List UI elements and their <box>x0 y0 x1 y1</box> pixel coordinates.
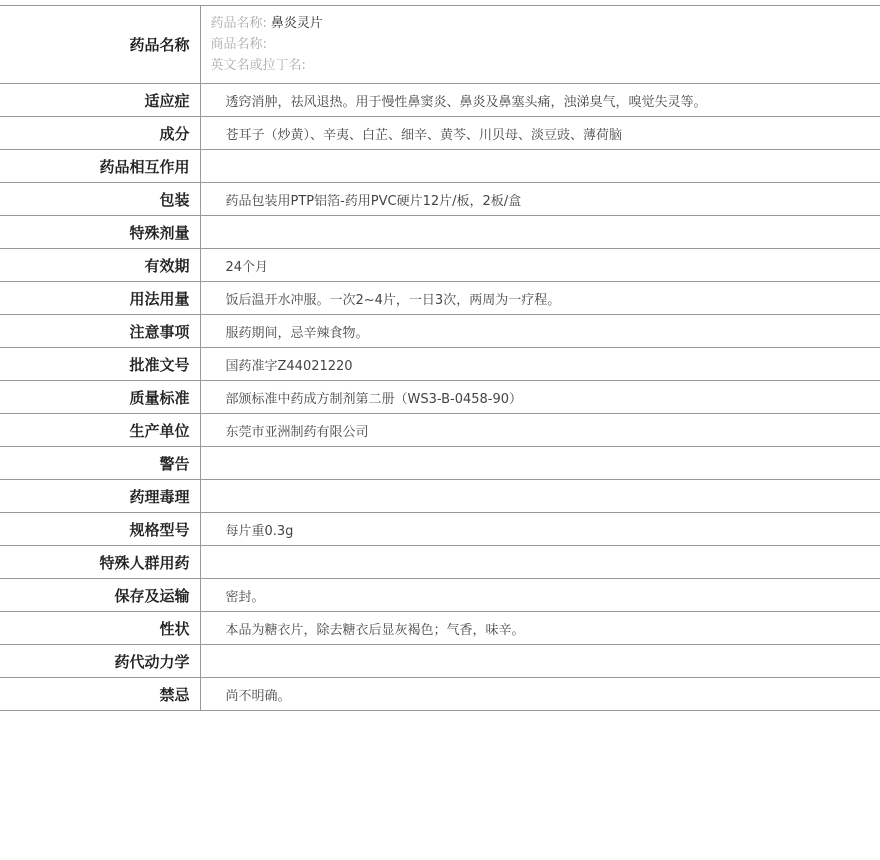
name-line-key: 商品名称: <box>210 37 267 52</box>
row-value <box>200 447 880 480</box>
row-value: 饭后温开水冲服。一次2~4片，一日3次，两周为一疗程。 <box>200 282 880 315</box>
name-line-english <box>211 55 880 76</box>
row-label: 包装 <box>0 183 200 216</box>
row-label: 药品相互作用 <box>0 150 200 183</box>
table-row <box>0 414 880 447</box>
table-row <box>0 84 880 117</box>
row-value: 透窍消肿，祛风退热。用于慢性鼻窦炎、鼻炎及鼻塞头痛，浊涕臭气，嗅觉失灵等。 <box>200 84 880 117</box>
row-value: 本品为糖衣片，除去糖衣后显灰褐色；气香，味辛。 <box>200 612 880 645</box>
row-value: 部颁标准中药成方制剂第二册（WS3-B-0458-90） <box>200 381 880 414</box>
spec-table-body <box>0 6 880 711</box>
row-label: 注意事项 <box>0 315 200 348</box>
table-row <box>0 183 880 216</box>
row-label: 有效期 <box>0 249 200 282</box>
name-line-key: 药品名称: <box>210 16 267 31</box>
table-row-drug-name <box>0 6 880 84</box>
row-value: 药品包装用PTP铝箔-药用PVC硬片12片/板，2板/盒 <box>200 183 880 216</box>
row-label: 特殊剂量 <box>0 216 200 249</box>
row-label: 禁忌 <box>0 678 200 711</box>
table-row <box>0 678 880 711</box>
table-row <box>0 546 880 579</box>
table-row <box>0 150 880 183</box>
row-value <box>200 216 880 249</box>
table-row <box>0 216 880 249</box>
row-label: 药代动力学 <box>0 645 200 678</box>
table-row <box>0 513 880 546</box>
name-line-key: 英文名或拉丁名: <box>210 58 306 73</box>
row-label: 质量标准 <box>0 381 200 414</box>
table-row <box>0 447 880 480</box>
row-value <box>200 480 880 513</box>
drug-name-cell <box>200 6 880 84</box>
row-value <box>200 150 880 183</box>
row-label: 生产单位 <box>0 414 200 447</box>
row-value: 密封。 <box>200 579 880 612</box>
row-value <box>200 546 880 579</box>
row-label: 适应症 <box>0 84 200 117</box>
row-label: 药品名称 <box>0 6 200 84</box>
table-row <box>0 282 880 315</box>
table-row <box>0 645 880 678</box>
row-value: 尚不明确。 <box>200 678 880 711</box>
row-label: 成分 <box>0 117 200 150</box>
row-value <box>200 645 880 678</box>
name-line-value: 鼻炎灵片 <box>270 16 323 31</box>
name-line-generic <box>211 13 880 34</box>
name-line-trade <box>211 34 880 55</box>
table-row <box>0 612 880 645</box>
row-label: 药理毒理 <box>0 480 200 513</box>
table-row <box>0 348 880 381</box>
table-row <box>0 579 880 612</box>
row-value: 每片重0.3g <box>200 513 880 546</box>
row-value: 东莞市亚洲制药有限公司 <box>200 414 880 447</box>
row-label: 用法用量 <box>0 282 200 315</box>
row-label: 批准文号 <box>0 348 200 381</box>
row-value: 国药准字Z44021220 <box>200 348 880 381</box>
row-value: 24个月 <box>200 249 880 282</box>
row-value: 服药期间，忌辛辣食物。 <box>200 315 880 348</box>
drug-name-block <box>201 13 880 76</box>
table-row <box>0 480 880 513</box>
row-label: 保存及运输 <box>0 579 200 612</box>
row-label: 规格型号 <box>0 513 200 546</box>
table-row <box>0 315 880 348</box>
table-row <box>0 117 880 150</box>
drug-spec-table <box>0 5 880 711</box>
row-label: 性状 <box>0 612 200 645</box>
table-row <box>0 381 880 414</box>
row-label: 警告 <box>0 447 200 480</box>
table-row <box>0 249 880 282</box>
row-label: 特殊人群用药 <box>0 546 200 579</box>
row-value: 苍耳子（炒黄）、辛夷、白芷、细辛、黄芩、川贝母、淡豆豉、薄荷脑 <box>200 117 880 150</box>
